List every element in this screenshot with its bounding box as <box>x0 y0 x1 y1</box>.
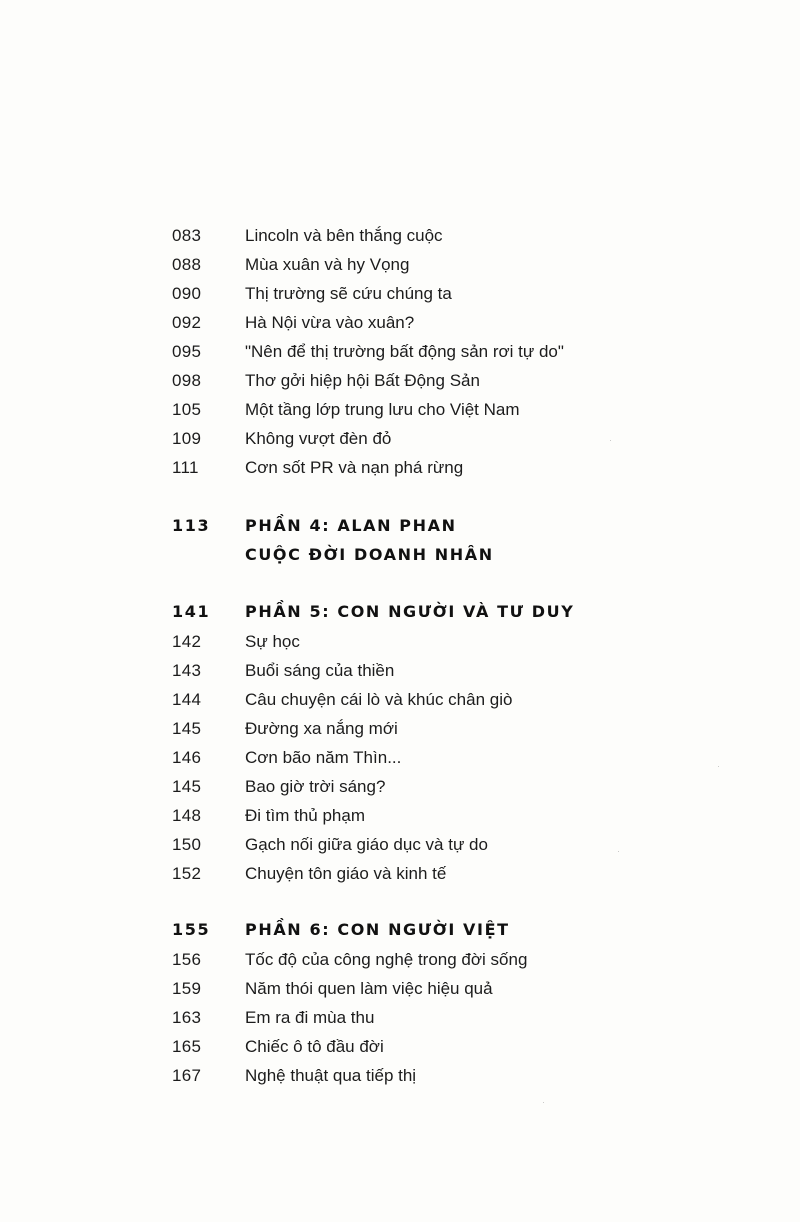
entry-title: Không vượt đèn đỏ <box>245 429 392 448</box>
entry-title: "Nên để thị trường bất động sản rơi tự do" <box>245 342 564 361</box>
toc-entry <box>0 864 800 892</box>
page-number: 083 <box>172 226 202 245</box>
toc-entry <box>0 1066 800 1094</box>
toc-entry <box>0 719 800 747</box>
entry-title: Thị trường sẽ cứu chúng ta <box>245 284 452 303</box>
page-number: 145 <box>172 777 202 796</box>
page-number: 143 <box>172 661 202 680</box>
entry-title: Năm thói quen làm việc hiệu quả <box>245 979 493 998</box>
entry-title: Một tầng lớp trung lưu cho Việt Nam <box>245 400 520 419</box>
entry-title: Lincoln và bên thắng cuộc <box>245 226 443 245</box>
page-number: 156 <box>172 950 202 969</box>
entry-title: Cơn sốt PR và nạn phá rừng <box>245 458 464 477</box>
toc-entry <box>0 632 800 660</box>
page-number: 142 <box>172 632 202 651</box>
entry-title: Nghệ thuật qua tiếp thị <box>245 1066 417 1085</box>
page-number: 144 <box>172 690 202 709</box>
toc-entry <box>0 979 800 1007</box>
page-number: 105 <box>172 400 202 419</box>
entry-title: Chuyện tôn giáo và kinh tế <box>245 864 447 883</box>
paper-speck <box>718 766 719 767</box>
toc-entry <box>0 255 800 283</box>
part-4-subheading <box>0 545 800 573</box>
page-number: 163 <box>172 1008 202 1027</box>
entry-title: Mùa xuân và hy Vọng <box>245 255 410 274</box>
entry-title: Bao giờ trời sáng? <box>245 777 386 796</box>
page-number: 146 <box>172 748 202 767</box>
part-title: PHẦN 6: CON NGƯỜI VIỆT <box>245 920 510 939</box>
part-page-number: 141 <box>172 602 211 621</box>
page-number: 148 <box>172 806 202 825</box>
toc-entry <box>0 371 800 399</box>
toc-entry <box>0 226 800 254</box>
page-number: 165 <box>172 1037 202 1056</box>
part-title: PHẦN 4: ALAN PHAN <box>245 516 457 535</box>
toc-entry <box>0 1037 800 1065</box>
page-number: 150 <box>172 835 202 854</box>
toc-entry <box>0 777 800 805</box>
page-number: 159 <box>172 979 202 998</box>
toc-entry <box>0 806 800 834</box>
page-number: 109 <box>172 429 202 448</box>
paper-speck <box>618 851 619 852</box>
page-number: 152 <box>172 864 202 883</box>
entry-title: Chiếc ô tô đầu đời <box>245 1037 384 1056</box>
page-number: 095 <box>172 342 202 361</box>
entry-title: Gạch nối giữa giáo dục và tự do <box>245 835 488 854</box>
toc-entry <box>0 342 800 370</box>
toc-entry <box>0 400 800 428</box>
entry-title: Thơ gởi hiệp hội Bất Động Sản <box>245 371 480 390</box>
part-4-heading <box>0 516 800 544</box>
entry-title: Cơn bão năm Thìn... <box>245 748 402 767</box>
part-subtitle: CUỘC ĐỜI DOANH NHÂN <box>245 545 494 564</box>
page-number: 088 <box>172 255 202 274</box>
toc-entry <box>0 661 800 689</box>
paper-speck <box>543 1102 544 1103</box>
part-page-number: 113 <box>172 516 211 535</box>
part-6-heading <box>0 920 800 948</box>
part-5-heading <box>0 602 800 630</box>
toc-entry <box>0 1008 800 1036</box>
entry-title: Sự học <box>245 632 300 651</box>
page-number: 111 <box>172 458 199 477</box>
toc-entry <box>0 950 800 978</box>
page-number: 145 <box>172 719 202 738</box>
part-title: PHẦN 5: CON NGƯỜI VÀ TƯ DUY <box>245 602 575 621</box>
part-page-number: 155 <box>172 920 211 939</box>
entry-title: Buổi sáng của thiền <box>245 661 395 680</box>
toc-entry <box>0 313 800 341</box>
entry-title: Câu chuyện cái lò và khúc chân giò <box>245 690 513 709</box>
page-number: 092 <box>172 313 202 332</box>
page-number: 167 <box>172 1066 202 1085</box>
toc-entry <box>0 835 800 863</box>
page-number: 098 <box>172 371 202 390</box>
entry-title: Em ra đi mùa thu <box>245 1008 375 1027</box>
entry-title: Đi tìm thủ phạm <box>245 806 365 825</box>
entry-title: Đường xa nắng mới <box>245 719 398 738</box>
toc-entry <box>0 748 800 776</box>
entry-title: Hà Nội vừa vào xuân? <box>245 313 415 332</box>
toc-entry <box>0 458 800 486</box>
toc-entry <box>0 284 800 312</box>
toc-entry <box>0 690 800 718</box>
entry-title: Tốc độ của công nghệ trong đời sống <box>245 950 528 969</box>
page-number: 090 <box>172 284 202 303</box>
paper-speck <box>610 440 611 441</box>
toc-entry <box>0 429 800 457</box>
